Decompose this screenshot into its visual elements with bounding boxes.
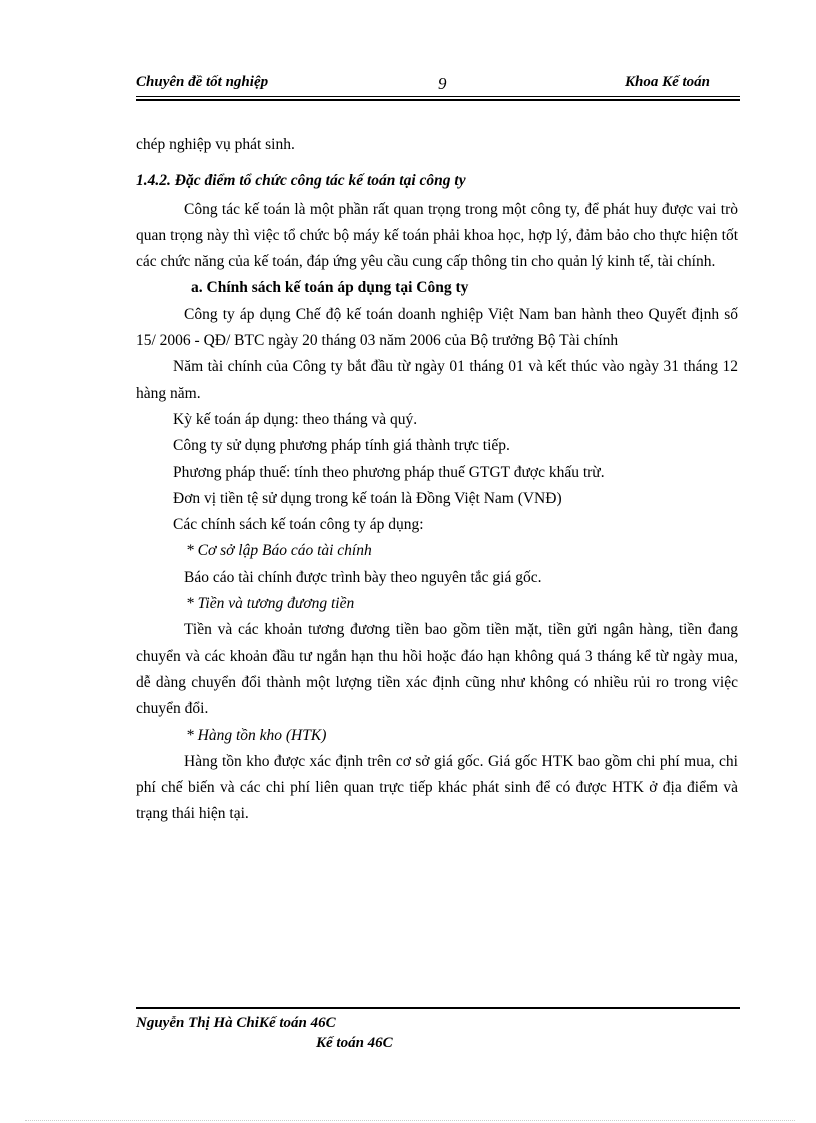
page-body bbox=[136, 132, 738, 828]
header-document-title: Chuyên đề tốt nghiệp bbox=[136, 74, 269, 90]
policy-text: Hàng tồn kho được xác định trên cơ sở giá gốc. Giá gốc HTK bao gồm chi phí mua, chi phí chế biến và các chi phí liên quan trực tiếp khác phát sinh để có được HTK ở địa điểm và trạng thái hiện tại. bbox=[136, 752, 738, 823]
paragraph-regime: Công ty áp dụng Chế độ kế toán doanh nghiệp Việt Nam ban hành theo Quyết định số 15/ 2006 - QĐ/ BTC ngày 20 tháng 03 năm 2006 của Bộ trưởng Bộ Tài chính bbox=[136, 305, 738, 350]
policy-item: Đơn vị tiền tệ sử dụng trong kế toán là Đồng Việt Nam (VNĐ) bbox=[173, 489, 562, 507]
policy-item: Các chính sách kế toán công ty áp dụng: bbox=[173, 516, 424, 534]
header-rule-thin bbox=[136, 96, 740, 97]
header-faculty: Khoa Kế toán bbox=[624, 74, 710, 90]
paragraph-intro: Công tác kế toán là một phần rất quan trọng trong một công ty, để phát huy được vai trò quan trọng này thì việc tổ chức bộ máy kế toán phải khoa học, hợp lý, đảm bảo cho thực hiện tốt các chức năng của kế toán, đáp ứng yêu cầu cung cấp thông tin cho quản lý kinh tế, tài chính. bbox=[136, 200, 738, 271]
policy-item: Phương pháp thuế: tính theo phương pháp thuế GTGT được khấu trừ. bbox=[173, 463, 605, 481]
footer-class: Kế toán 46C bbox=[316, 1035, 393, 1051]
page-number: 9 bbox=[438, 74, 447, 93]
continuation-line: chép nghiệp vụ phát sinh. bbox=[136, 136, 295, 153]
header-rule-thick bbox=[136, 99, 740, 101]
footer-rule bbox=[136, 1007, 740, 1009]
section-heading: 1.4.2. Đặc điểm tổ chức công tác kế toán tại công ty bbox=[136, 172, 466, 190]
policy-text: Báo cáo tài chính được trình bày theo nguyên tắc giá gốc. bbox=[184, 568, 542, 586]
subsection-heading: a. Chính sách kế toán áp dụng tại Công ty bbox=[191, 279, 469, 297]
policy-item: Kỳ kế toán áp dụng: theo tháng và quý. bbox=[173, 410, 418, 428]
page-footer bbox=[136, 1013, 740, 1053]
page-edge-divider bbox=[25, 1120, 795, 1121]
footer-author: Nguyễn Thị Hà ChiKế toán 46C bbox=[136, 1015, 336, 1031]
policy-subtitle: * Cơ sở lập Báo cáo tài chính bbox=[186, 542, 372, 560]
paragraph-fiscal-year: Năm tài chính của Công ty bắt đầu từ ngày 01 tháng 01 và kết thúc vào ngày 31 tháng 12 hàng năm. bbox=[136, 358, 738, 402]
page-header bbox=[136, 72, 740, 96]
policy-subtitle: * Tiền và tương đương tiền bbox=[186, 595, 355, 613]
policy-subtitle: * Hàng tồn kho (HTK) bbox=[186, 726, 327, 744]
policy-item: Công ty sử dụng phương pháp tính giá thành trực tiếp. bbox=[173, 437, 510, 455]
policy-text: Tiền và các khoản tương đương tiền bao gồm tiền mặt, tiền gửi ngân hàng, tiền đang chuyển và các khoản đầu tư ngắn hạn thu hồi hoặc đáo hạn không quá 3 tháng kể từ ngày mua, dễ dàng chuyển đổi thành một lượng tiền xác định cũng như không có nhiều rủi ro trong việc chuyển đổi. bbox=[136, 621, 738, 718]
